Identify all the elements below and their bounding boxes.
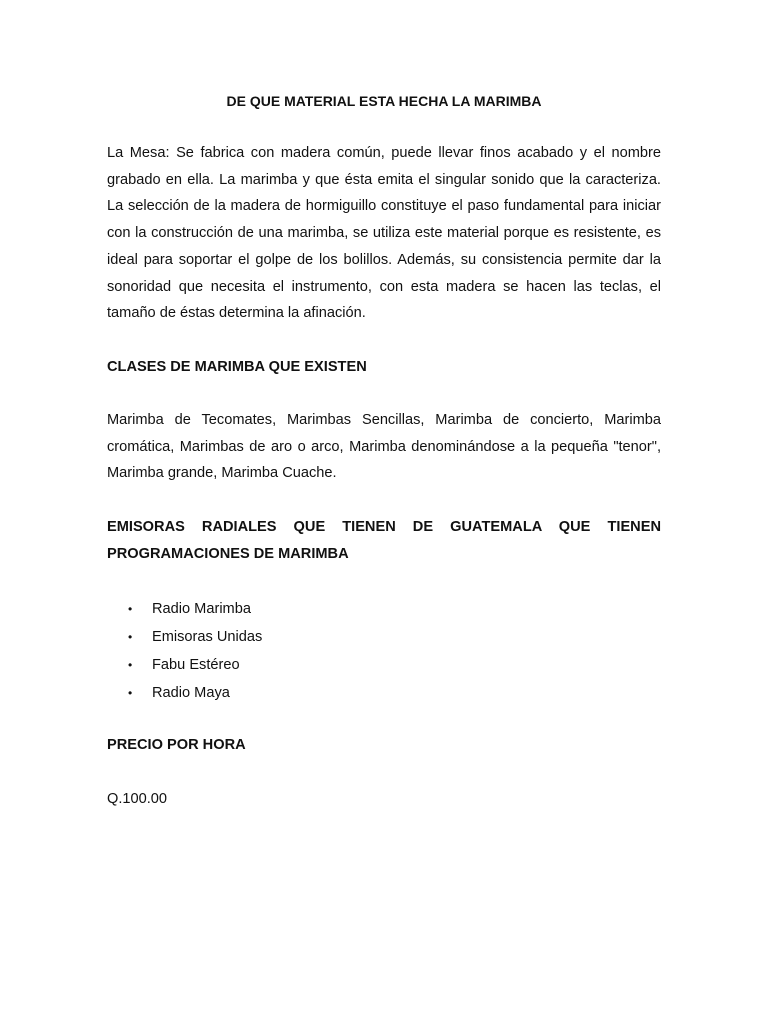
intro-paragraph: La Mesa: Se fabrica con madera común, puede llevar finos acabado y el nombre grabado en ella. La marimba y que ésta emita el singular sonido que la caracteriza. La selección de la madera de hormiguillo constituye el paso fundamental para iniciar con la construcción de una marimba, se utiliza este material porque es resistente, es ideal para soportar el golpe de los bolillos. Además, su consistencia permite dar la sonoridad que necesita el instrumento, con esta madera se hacen las teclas, el tamaño de éstas determina la afinación. [107,145,661,322]
classes-heading: CLASES DE MARIMBA QUE EXISTEN [107,359,367,375]
bullet-icon: • [128,658,133,672]
price-heading: PRECIO POR HORA [107,737,246,753]
radio-item-label: Radio Marimba [152,601,251,617]
list-item [107,651,661,679]
price-value: Q.100.00 [107,791,168,807]
bullet-icon: • [128,602,133,616]
bullet-icon: • [128,686,133,700]
radio-item-label: Radio Maya [152,685,230,701]
classes-paragraph: Marimba de Tecomates, Marimbas Sencillas, Marimba de concierto, Marimba cromática, Marimbas de aro o arco, Marimba denominándose a la pequeña "tenor", Marimba grande, Marimba Cuache. [107,412,661,482]
list-item [107,679,661,707]
radio-list [107,595,661,707]
radio-item-label: Fabu Estéreo [152,657,240,673]
radio-item-label: Emisoras Unidas [152,629,263,645]
radio-heading: EMISORAS RADIALES QUE TIENEN DE GUATEMALA QUE TIENEN PROGRAMACIONES DE MARIMBA [107,519,661,562]
list-item [107,595,661,623]
bullet-icon: • [128,630,133,644]
list-item [107,623,661,651]
document-title: DE QUE MATERIAL ESTA HECHA LA MARIMBA [226,93,542,109]
